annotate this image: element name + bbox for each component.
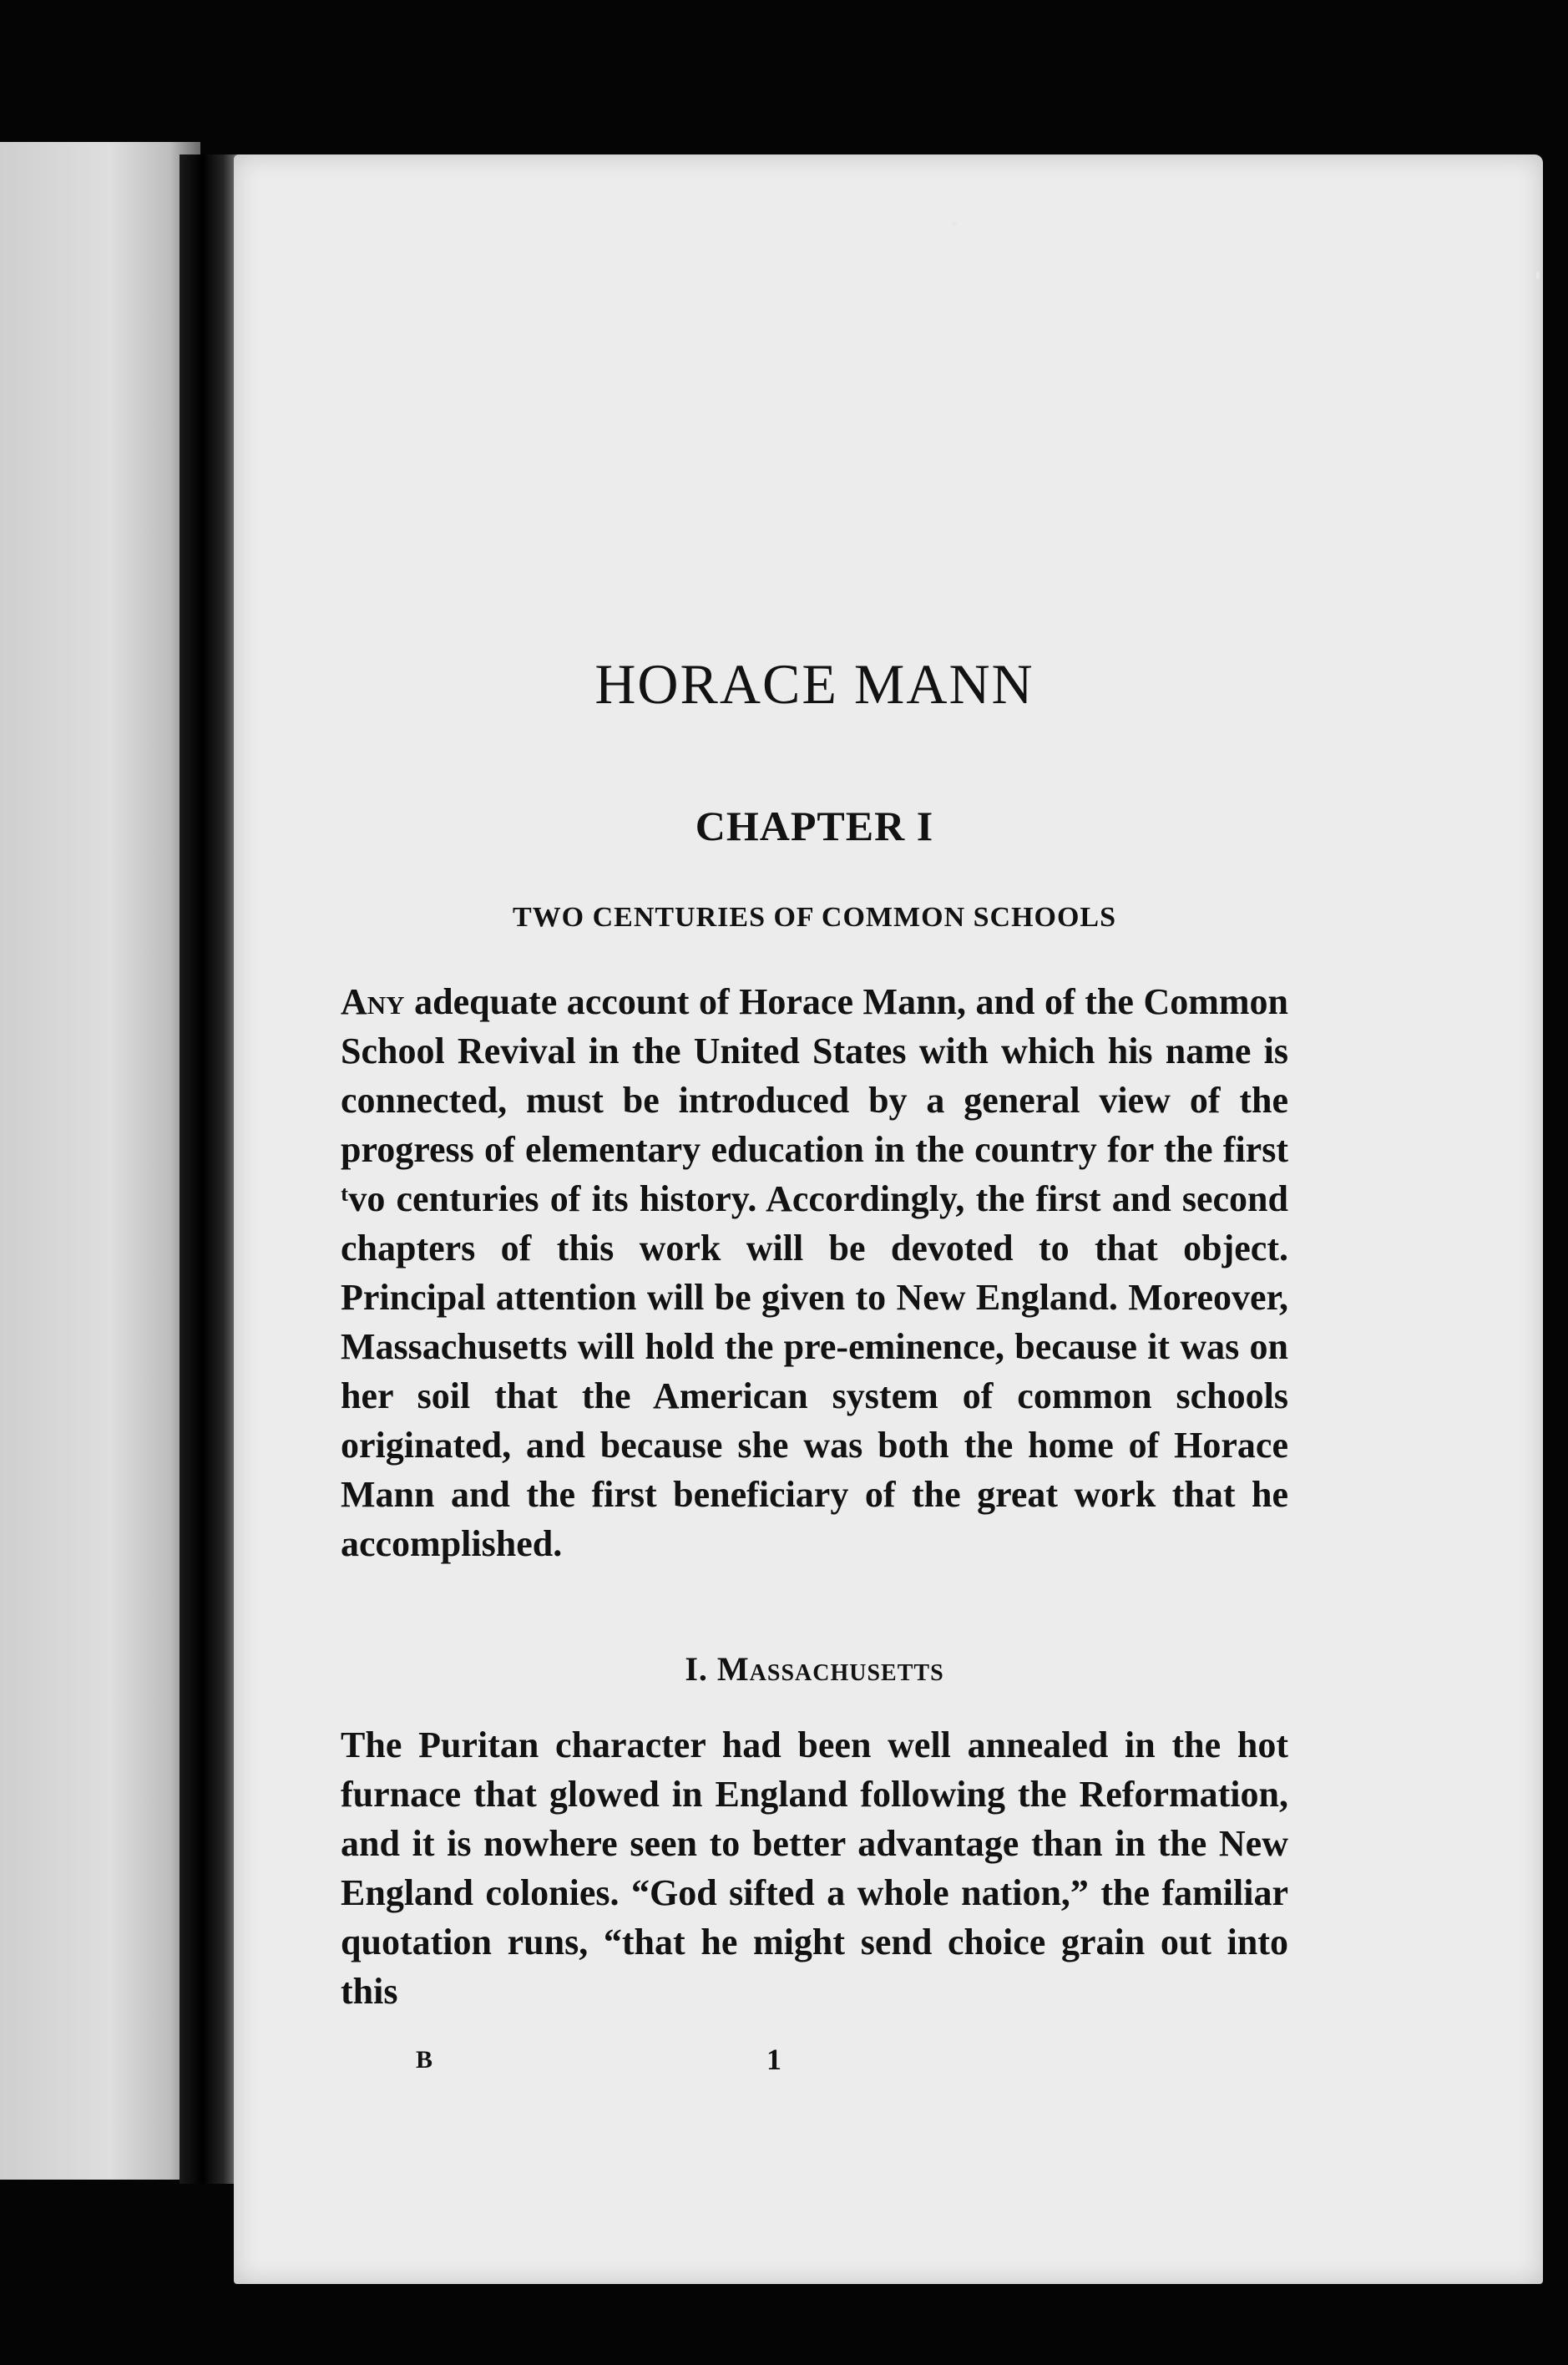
paper-speck — [1536, 271, 1540, 280]
chapter-heading: CHAPTER I — [695, 803, 934, 849]
page-number: 1 — [766, 2043, 781, 2076]
book-page — [234, 154, 1543, 2284]
paper-speck — [952, 221, 957, 226]
facing-page-edge — [0, 142, 200, 2180]
signature-mark: B — [416, 2046, 433, 2074]
chapter-subtitle: TWO CENTURIES OF COMMON SCHOOLS — [512, 902, 1117, 933]
section-heading: I. Massachusetts — [685, 1650, 944, 1688]
book-gutter-shadow — [180, 154, 238, 2184]
paragraph-massachusetts: The Puritan character had been well annealed in the hot furnace that glowed in England following the Reformation, and it is nowhere seen to better advantage than in the New England colonies. “God sifted a whole nation,” the familiar quotation runs, “that he might send choice grain out into this — [341, 1724, 1288, 2012]
paragraph-intro-first-word: Any — [341, 981, 405, 1022]
paragraph-intro-text: adequate account of Horace Mann, and of the Common School Revival in the United States with which his name is connected, must be introduced by a general view of the progress of elementary education in the country for the first ᵗvo centuries of its history. Accordingly, the first and second chapters of this work will be devoted to that object. Principal attention will be given to New England. Moreover, Massachusetts will hold the pre-eminence, because it was on her soil that the American system of common schools originated, and because she was both the home of Horace Mann and the first beneficiary of the great work that he accomplished. — [341, 981, 1288, 1564]
paragraph-intro — [341, 977, 1288, 1568]
book-title: HORACE MANN — [594, 652, 1034, 716]
